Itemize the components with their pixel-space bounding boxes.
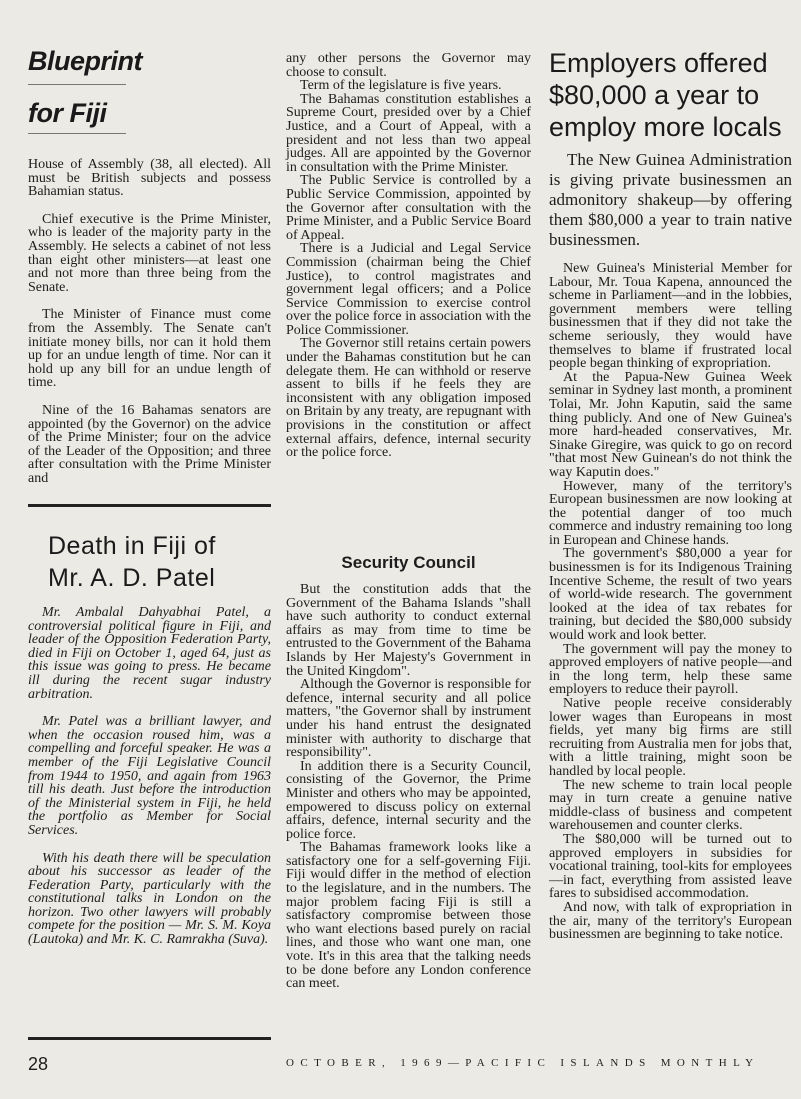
death-article-body — [28, 606, 271, 947]
paragraph: The Minister of Finance must come from the Assembly. The Senate can't initiate money bills, nor can it hold them up for an undue length of time. Nor can it hold up any bill for an undue length of time. — [28, 307, 271, 391]
lead-paragraph: The New Guinea Administration is giving private businessmen an admonitory shakeup—by offering them $80,000 a year to train native businessmen. — [549, 150, 792, 249]
paragraph: House of Assembly (38, all elected). All must be British subjects and possess Bahamian status. — [28, 157, 271, 200]
paragraph: Although the Governor is responsible for defence, internal security and all police matters, "the Governor shall by instrument under his hand entrust the designated minister with authority to discharge that responsibility". — [286, 677, 531, 761]
paragraph: The $80,000 will be turned out to approved employers in subsidies for vocational training, tool-kits for employees—in fact, everything from assisted leave fares to subsidised accommodation. — [549, 831, 792, 902]
paragraph: And now, with talk of expropriation in the air, many of the territory's European businessmen are beginning to take notice. — [549, 899, 792, 943]
running-footer: OCTOBER, 1969—PACIFIC ISLANDS MONTHLY — [286, 1057, 760, 1069]
death-title-line2: Mr. A. D. Patel — [48, 564, 216, 592]
paragraph: Native people receive considerably lower wages than Europeans in most fields, yet many big firms are still recruiting from Australia men for jobs that, with a little training, might soon be handled by local people. — [549, 696, 792, 779]
blueprint-column-1 — [28, 158, 271, 485]
blueprint-column-2 — [286, 52, 531, 460]
paragraph: With his death there will be speculation about his successor as leader of the Federation Party, particularly with the constitutional talks in London on the horizon. Two other lawyers will probably compete for the position — Mr. S. M. Koya (Lautoka) and Mr. K. C. Ramrakha (Suva). — [28, 850, 271, 948]
title-divider — [28, 133, 126, 134]
paragraph: At the Papua-New Guinea Week seminar in Sydney last month, a prominent Tolai, Mr. John Kaputin, said the same thing publicly. And one of New Guinea's more hard-headed conservatives, Mr. Sinake Giregire, was quick to go on record "that most New Guinean's do not think the way Kaputin does." — [549, 369, 792, 480]
paragraph: The Bahamas framework looks like a satisfactory one for a self-governing Fiji. Fiji would differ in the method of election to the legislature, and in the numbers. The major problem facing Fiji is still a satisfactory compromise between those who want elections based purely on racial lines, and those who want one man, one vote. It's in this area that the talking needs to be done before any London conference can meet. — [286, 840, 531, 992]
security-council-heading: Security Council — [341, 553, 476, 572]
paragraph: any other persons the Governor may choose to consult. — [286, 51, 531, 80]
paragraph: However, many of the territory's European businessmen are now looking at the potential danger of too much commerce and industry remaining too long in European and Chinese hands. — [549, 478, 792, 548]
paragraph: Mr. Ambalal Dahyabhai Patel, a controversial political figure in Fiji, and leader of the Opposition Federation Party, died in Fiji on October 1, aged 64, just as this issue was going to press. He became ill during the recent sugar industry arbitration. — [28, 605, 271, 702]
paragraph: Chief executive is the Prime Minister, who is leader of the majority party in the Assembly. He selects a cabinet of not less than eight other ministers—at least one and not more than three being from the Senate. — [28, 211, 271, 295]
section-divider — [28, 504, 271, 507]
employers-article-body — [549, 150, 792, 942]
paragraph: But the constitution adds that the Government of the Bahama Islands "shall have such authority to conduct external affairs as may from time to time be entrusted to the Government of the Bahama Islands by Her Majesty's Government in the United Kingdom". — [286, 582, 531, 679]
security-council-body — [286, 583, 531, 991]
paragraph: The new scheme to train local people may in turn create a genuine native middle-class of business and competent warehousemen and counter clerks. — [549, 777, 792, 834]
blueprint-title-line1: Blueprint — [28, 46, 142, 76]
paragraph: The Bahamas constitution establishes a Supreme Court, presided over by a Chief Justice, and a Court of Appeal, with a president and not less than two appeal judges. All are appointed by the Governor in consultation with the Prime Minister. — [286, 91, 531, 175]
paragraph: There is a Judicial and Legal Service Commission (chairman being the Chief Justice), to control magistrates and government legal officers; and a Police Service Commission to exercise control over the police force in association with the Police Commissioner. — [286, 241, 531, 338]
title-divider — [28, 84, 126, 85]
death-title-line1: Death in Fiji of — [48, 532, 216, 560]
paragraph: The government's $80,000 a year for businessmen is for its Indigenous Training Incentive Scheme, the result of two years of world-wide research. The government looked at the idea of tax rebates for training, but decided the $80,000 subsidy would work and look better. — [549, 546, 792, 644]
page-number: 28 — [28, 1054, 49, 1074]
employers-article-title: Employers offered $80,000 a year to employ more locals — [549, 48, 782, 142]
paragraph: In addition there is a Security Council, consisting of the Governor, the Prime Minister and others who may be appointed, empowered to discuss policy on external affairs, defence, internal security and the police force. — [286, 758, 531, 842]
blueprint-title-line2: for Fiji — [28, 98, 107, 128]
paragraph: The Governor still retains certain powers under the Bahamas constitution but he can delegate them. He can withhold or reserve assent to bills if he feels they are inconsistent with any obligation imposed on Britain by any treaty, are repugnant with provisions in the constitution or affect external affairs, defence, internal security or the police force. — [286, 336, 531, 461]
paragraph: The Public Service is controlled by a Public Service Commission, appointed by the Governor after consultation with the Prime Minister, and a Public Service Board of Appeal. — [286, 173, 531, 243]
paragraph: Nine of the 16 Bahamas senators are appointed (by the Governor) on the advice of the Prime Minister; four on the advice of the Leader of the Opposition; and three after consultation with the Prime Minister and — [28, 402, 271, 486]
paragraph: Term of the legislature is five years. — [300, 78, 502, 94]
paragraph: New Guinea's Ministerial Member for Labour, Mr. Toua Kapena, announced the scheme in Parliament—and in the lobbies, government members were telling businessmen that if they did not take the scheme seriously, they would have themselves to blame if frustrated local people began thinking of expropriation. — [549, 261, 792, 372]
paragraph: Mr. Patel was a brilliant lawyer, and when the occasion roused him, was a compelling and forceful speaker. He was a member of the Fiji Legislative Council from 1944 to 1950, and again from 1963 till his death. Just before the introduction of the Ministerial system in Fiji, he held the portfolio as Member for Social Services. — [28, 714, 271, 838]
section-divider — [28, 1037, 271, 1040]
death-article-title — [48, 530, 216, 594]
paragraph: The government will pay the money to approved employers of native people—and in the long term, help these same employers to reduce their payroll. — [549, 641, 792, 698]
